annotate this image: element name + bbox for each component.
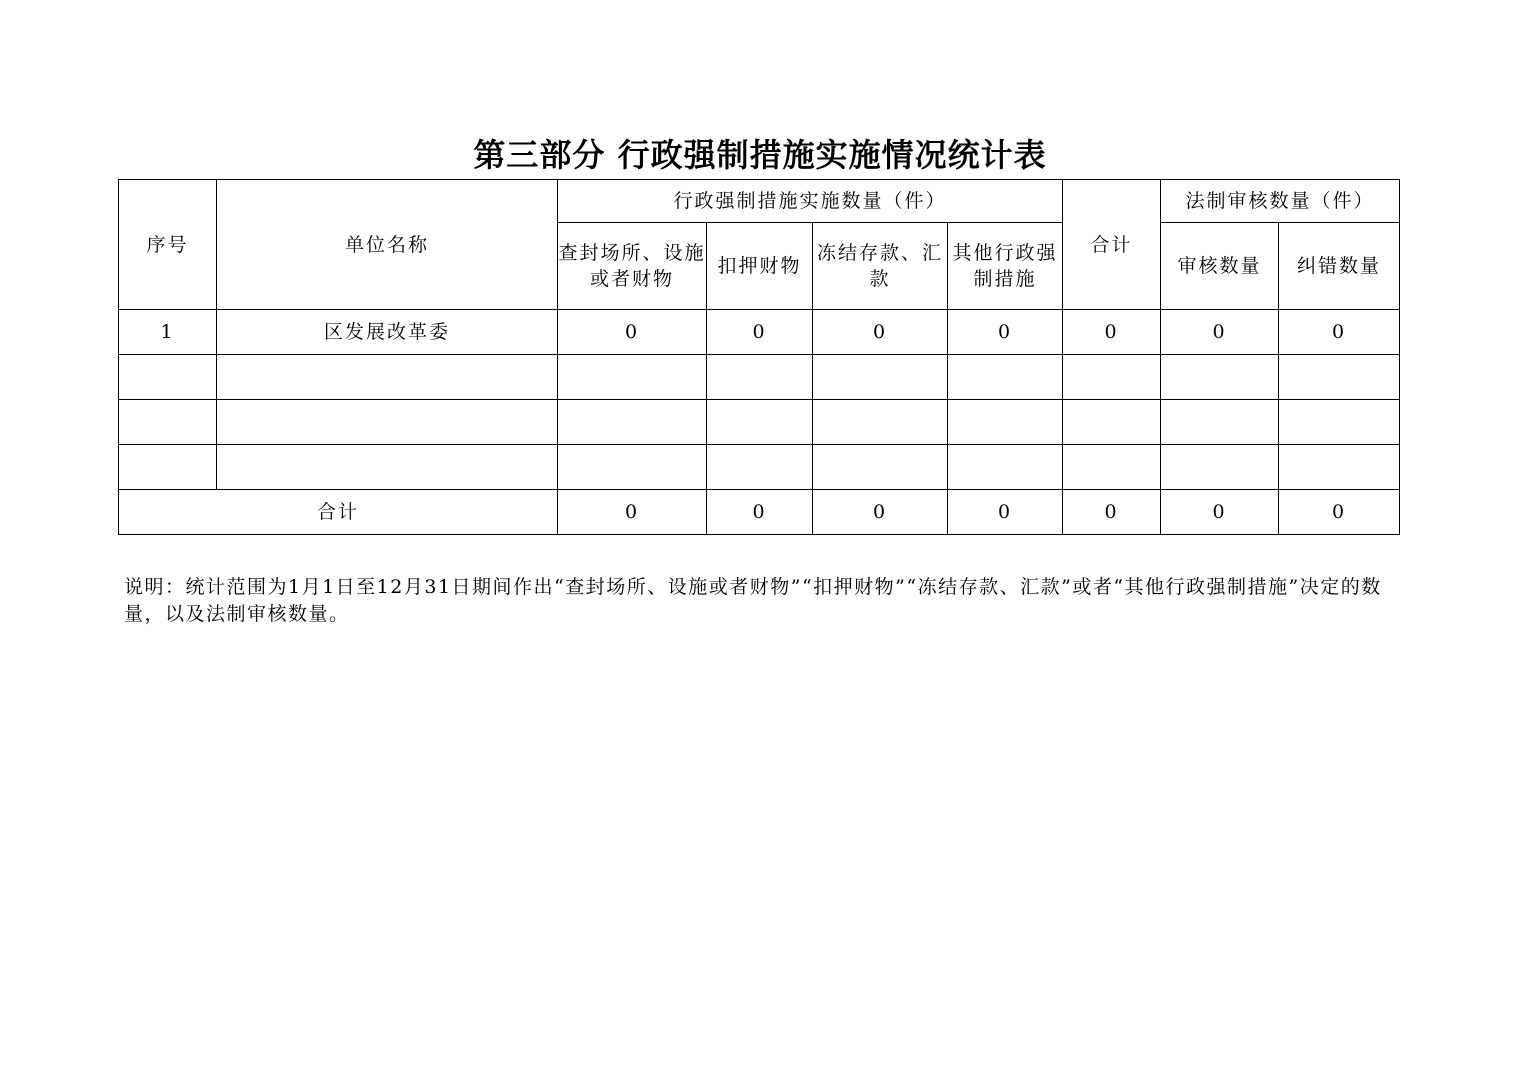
total-value: 0	[813, 490, 948, 535]
cell-value	[1161, 355, 1279, 400]
cell-value	[948, 445, 1063, 490]
cell-value: 0	[558, 310, 707, 355]
total-value: 0	[1279, 490, 1400, 535]
cell-value	[558, 355, 707, 400]
cell-unit-name: 区发展改革委	[217, 310, 558, 355]
cell-value	[1063, 445, 1161, 490]
cell-unit-name	[217, 355, 558, 400]
header-measure-freeze: 冻结存款、汇款	[813, 223, 948, 310]
cell-value	[1063, 355, 1161, 400]
cell-value	[813, 355, 948, 400]
table-row	[119, 400, 1400, 445]
cell-value	[813, 400, 948, 445]
header-review-group: 法制审核数量（件）	[1161, 180, 1400, 223]
cell-value: 0	[948, 310, 1063, 355]
header-total: 合计	[1063, 180, 1161, 310]
header-correction-count: 纠错数量	[1279, 223, 1400, 310]
total-value: 0	[948, 490, 1063, 535]
total-row-label: 合计	[119, 490, 558, 535]
page-title: 第三部分 行政强制措施实施情况统计表	[473, 136, 1047, 174]
cell-unit-name	[217, 445, 558, 490]
table-row	[119, 445, 1400, 490]
cell-seq	[119, 445, 217, 490]
header-unit-name: 单位名称	[217, 180, 558, 310]
total-value: 0	[558, 490, 707, 535]
cell-value	[948, 400, 1063, 445]
cell-value	[558, 445, 707, 490]
cell-value: 0	[813, 310, 948, 355]
cell-seq: 1	[119, 310, 217, 355]
cell-value	[1279, 355, 1400, 400]
cell-value	[1279, 445, 1400, 490]
table-row	[119, 355, 1400, 400]
cell-value	[707, 355, 813, 400]
cell-seq	[119, 355, 217, 400]
cell-unit-name	[217, 400, 558, 445]
table-row	[119, 310, 1400, 355]
cell-value	[707, 400, 813, 445]
cell-value: 0	[1161, 310, 1279, 355]
header-measure-seize: 扣押财物	[707, 223, 813, 310]
cell-value: 0	[1279, 310, 1400, 355]
cell-value	[1063, 400, 1161, 445]
cell-value	[558, 400, 707, 445]
cell-value	[1161, 445, 1279, 490]
total-value: 0	[1063, 490, 1161, 535]
explanation-note: 说明：统计范围为1月1日至12月31日期间作出“查封场所、设施或者财物”“扣押财物”“冻结存款、汇款”或者“其他行政强制措施”决定的数量，以及法制审核数量。	[124, 576, 1382, 625]
cell-value: 0	[1063, 310, 1161, 355]
total-value: 0	[1161, 490, 1279, 535]
header-review-count: 审核数量	[1161, 223, 1279, 310]
header-measure-seal: 查封场所、设施或者财物	[558, 223, 707, 310]
cell-value	[707, 445, 813, 490]
cell-value	[1161, 400, 1279, 445]
cell-value	[948, 355, 1063, 400]
cell-value	[813, 445, 948, 490]
total-row	[119, 490, 1400, 535]
cell-value	[1279, 400, 1400, 445]
statistics-table	[118, 179, 1400, 535]
header-measures-group: 行政强制措施实施数量（件）	[558, 180, 1063, 223]
header-measure-other: 其他行政强制措施	[948, 223, 1063, 310]
cell-value: 0	[707, 310, 813, 355]
header-seq: 序号	[119, 180, 217, 310]
cell-seq	[119, 400, 217, 445]
total-value: 0	[707, 490, 813, 535]
